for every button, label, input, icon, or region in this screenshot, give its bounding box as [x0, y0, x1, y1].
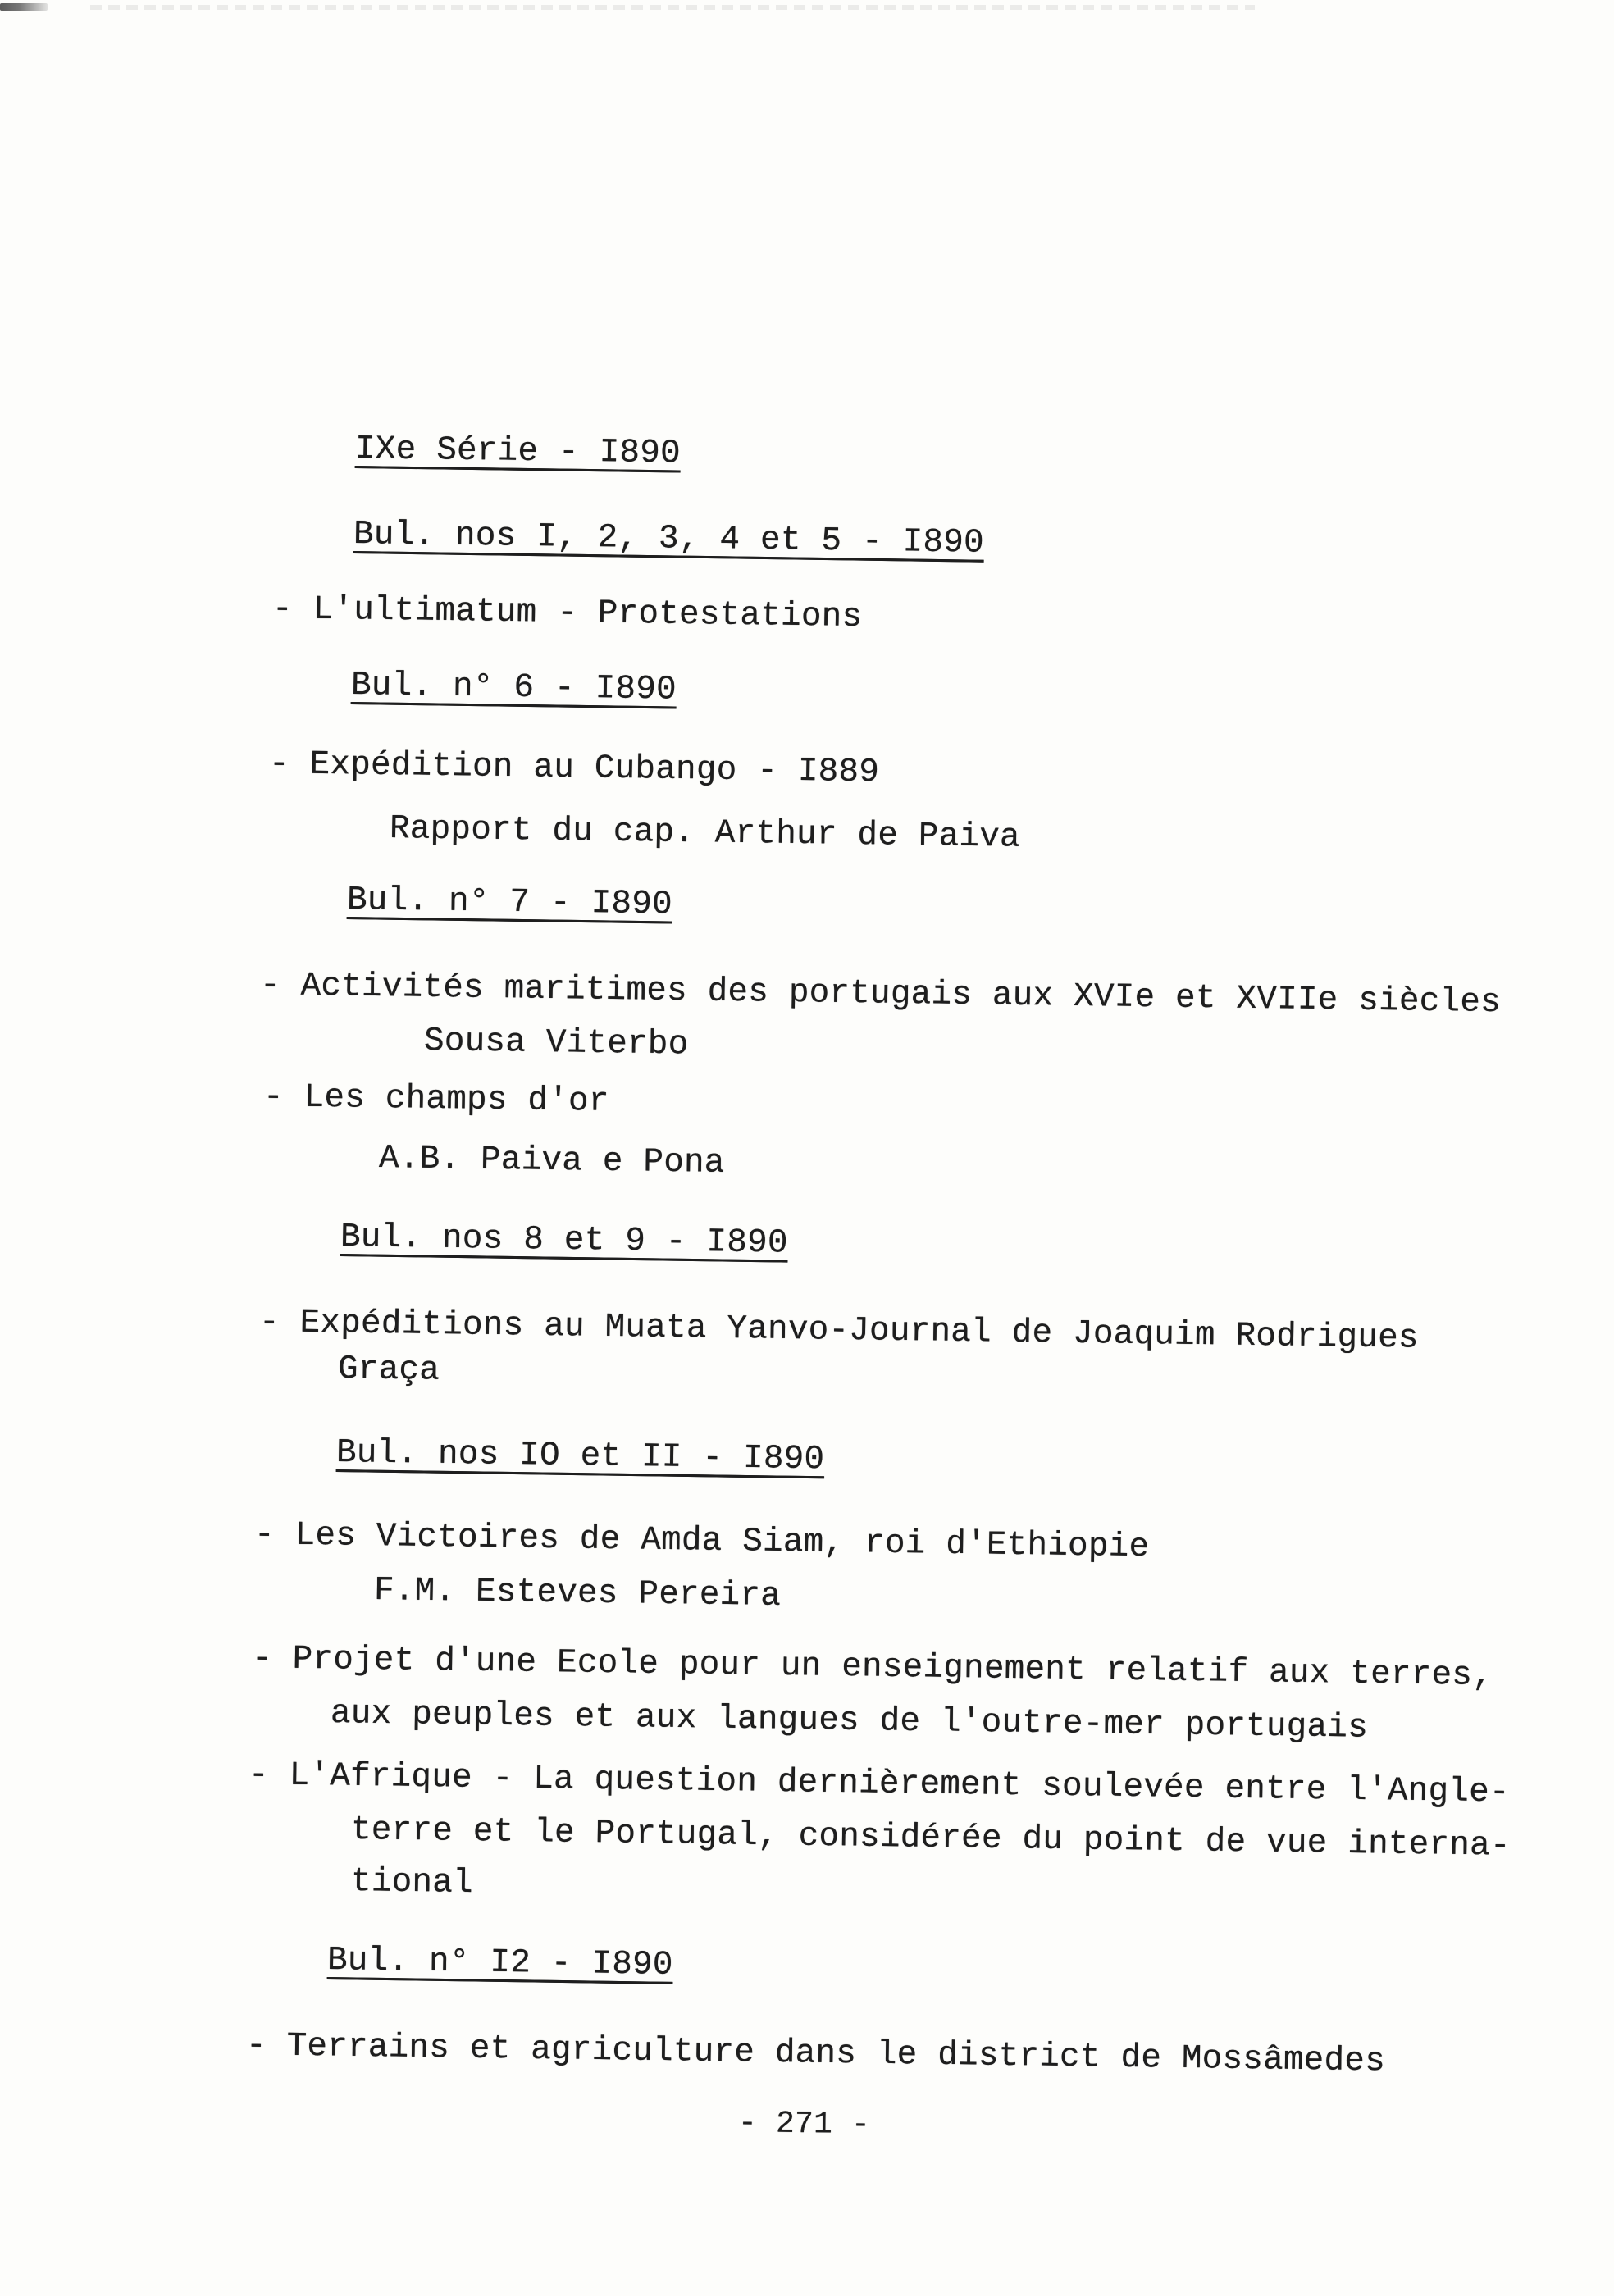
entry-author: Sousa Viterbo [423, 1023, 689, 1064]
bulletin-heading: Bul. nos I, 2, 3, 4 et 5 - I890 [353, 516, 985, 563]
entry-title-continuation: Graça [337, 1351, 440, 1390]
entry-title-continuation: terre et le Portugal, considérée du point de vue interna- [350, 1811, 1511, 1866]
bulletin-heading: Bul. nos IO et II - I890 [335, 1434, 825, 1479]
entry-author: F.M. Esteves Pereira [373, 1572, 782, 1615]
entry-title: - Activités maritimes des portugais aux XVIe et XVIIe siècles [259, 967, 1502, 1023]
entry-title: - Expéditions au Muata Yanvo-Journal de Joaquim Rodrigues [258, 1304, 1420, 1358]
scan-artifact-mark [0, 3, 48, 11]
entry-title: - Les Victoires de Amda Siam, roi d'Ethiopie [253, 1516, 1150, 1567]
entry-title-continuation: aux peuples et aux langues de l'outre-mer portugais [330, 1695, 1369, 1747]
bulletin-heading: Bul. n° 6 - I890 [350, 667, 677, 709]
bulletin-heading: Bul. nos 8 et 9 - I890 [340, 1219, 788, 1263]
entry-title: - Les champs d'or [262, 1078, 609, 1121]
entry-title-continuation: tional [350, 1863, 474, 1903]
entry-title: - Projet d'une Ecole pour un enseignement relatif aux terres, [251, 1640, 1493, 1696]
entry-title: - L'Afrique - La question dernièrement soulevée entre l'Angle- [248, 1756, 1511, 1812]
series-heading: IXe Série - I890 [354, 430, 682, 473]
bulletin-heading: Bul. n° I2 - I890 [326, 1942, 673, 1984]
bulletin-heading: Bul. n° 7 - I890 [346, 882, 673, 924]
entry-title: - Terrains et agriculture dans le district de Mossâmedes [245, 2027, 1386, 2081]
entry-author: Rapport du cap. Arthur de Paiva [389, 810, 1021, 857]
page-number: - 271 - [737, 2106, 871, 2143]
entry-title: - L'ultimatum - Protestations [271, 590, 863, 637]
bleed-through-text [90, 5, 1255, 10]
entry-author: A.B. Paiva e Pona [378, 1140, 725, 1182]
entry-title: - Expédition au Cubango - I889 [268, 745, 880, 792]
